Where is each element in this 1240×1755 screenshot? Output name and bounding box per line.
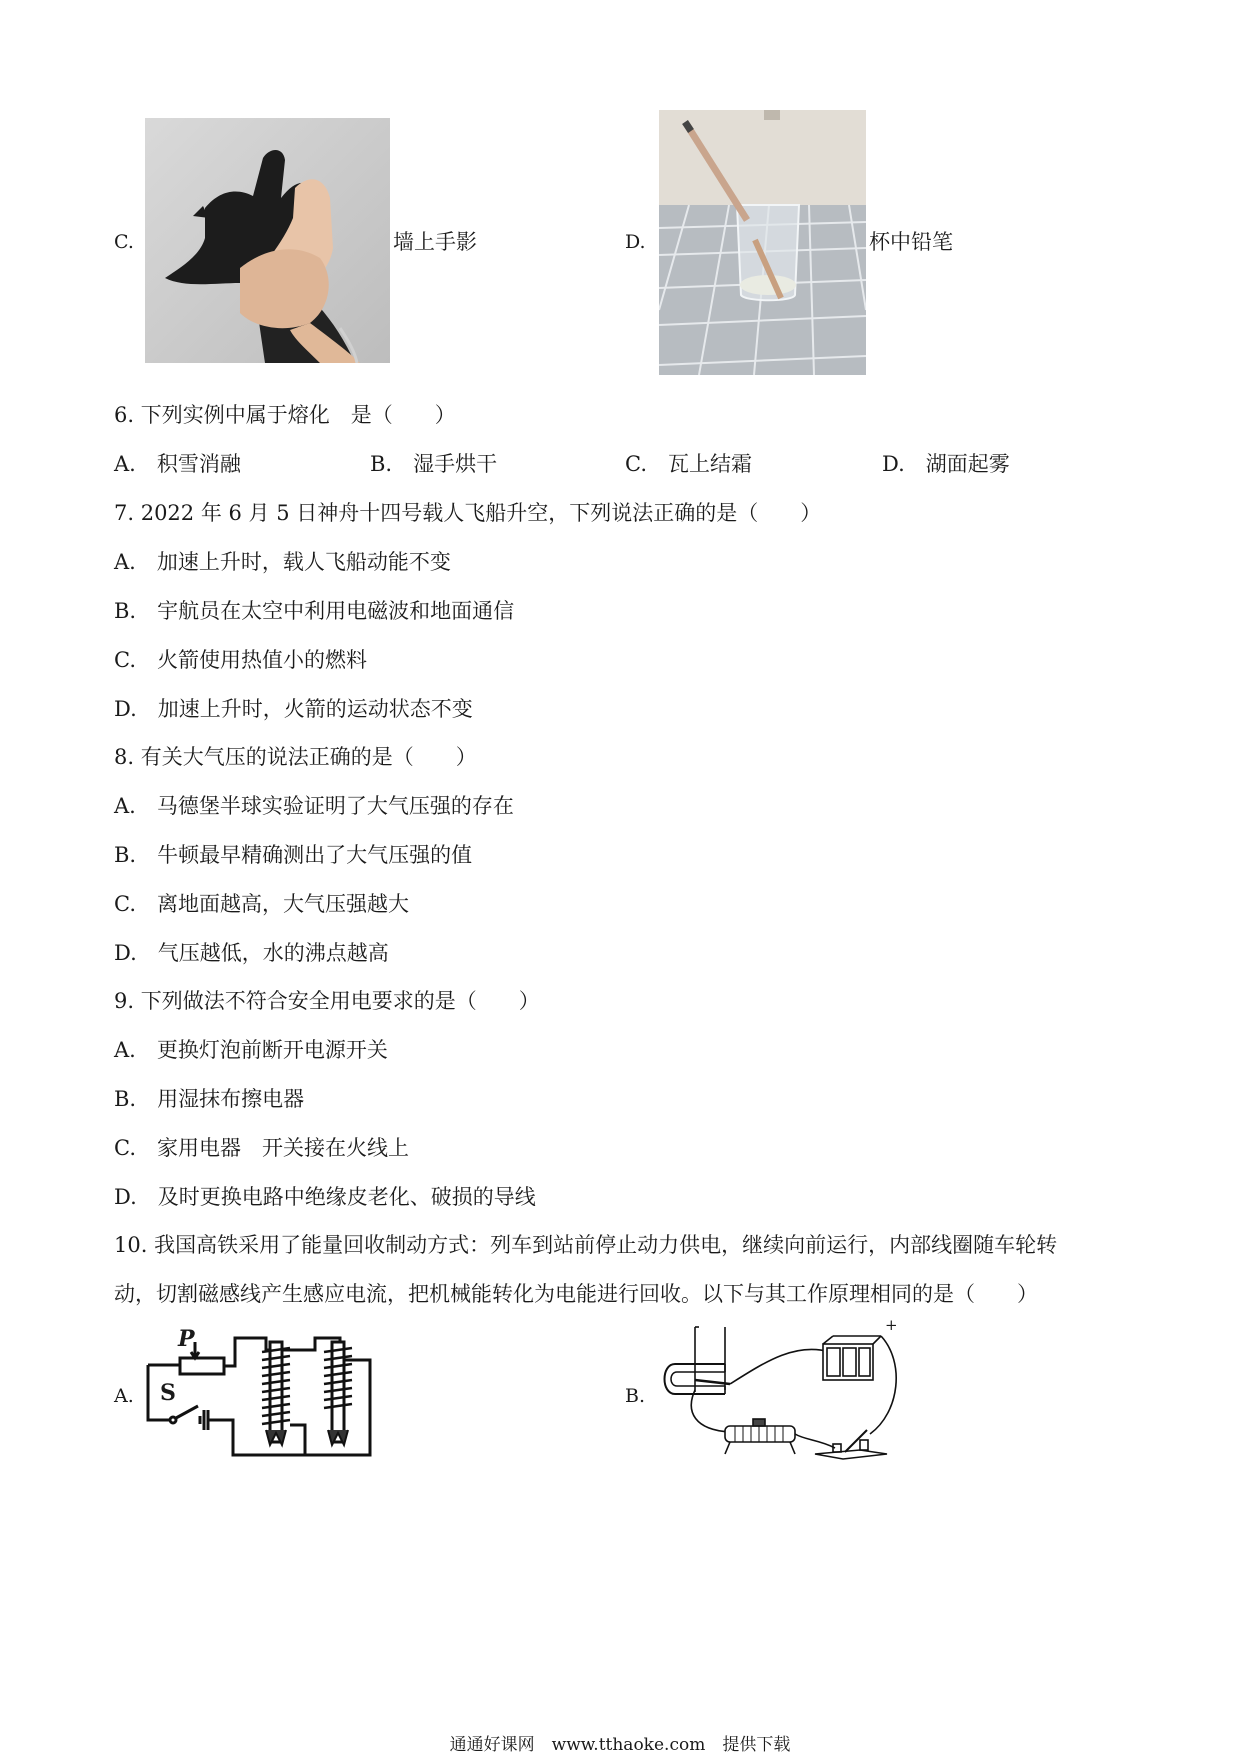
question-8-option-b: B. 牛顿最早精确测出了大气压强的值	[114, 843, 473, 867]
electromagnet-circuit-diagram	[140, 1326, 375, 1460]
rheostat-label: P	[178, 1326, 195, 1352]
switch-label: S	[160, 1380, 176, 1406]
pencil-in-glass-photo	[659, 110, 866, 375]
question-8-option-d: D. 气压越低，水的沸点越高	[114, 941, 389, 965]
question-8-stem: 8. 有关大气压的说法正确的是（ ）	[114, 745, 477, 769]
question-7-option-a: A. 加速上升时，载人飞船动能不变	[114, 550, 451, 574]
question-7-stem: 7. 2022 年 6 月 5 日神舟十四号载人飞船升空，下列说法正确的是（ ）	[114, 501, 822, 525]
option-c-letter: C.	[114, 231, 134, 253]
option-d-caption: 杯中铅笔	[869, 230, 953, 254]
question-6-stem: 6. 下列实例中属于熔化 是（ ）	[114, 403, 456, 427]
hand-shadow-photo	[145, 118, 390, 363]
question-7-option-b: B. 宇航员在太空中利用电磁波和地面通信	[114, 599, 515, 623]
question-6-option-d: D. 湖面起雾	[882, 452, 1010, 476]
question-10-stem-line1: 10. 我国高铁采用了能量回收制动方式：列车到站前停止动力供电，继续向前运行，内部线圈随车轮转	[114, 1233, 1058, 1257]
option-c-caption: 墙上手影	[393, 230, 477, 254]
question-9-option-a: A. 更换灯泡前断开电源开关	[114, 1038, 388, 1062]
magnet-battery-circuit-diagram	[655, 1316, 905, 1472]
footer-source: 通通好课网 www.tthaoke.com 提供下载	[449, 1735, 791, 1755]
question-9-option-b: B. 用湿抹布擦电器	[114, 1087, 305, 1111]
question-10-option-b-letter: B.	[625, 1385, 646, 1407]
question-7-option-c: C. 火箭使用热值小的燃料	[114, 648, 367, 672]
question-8-option-c: C. 离地面越高，大气压强越大	[114, 892, 409, 916]
question-9-option-d: D. 及时更换电路中绝缘皮老化、破损的导线	[114, 1185, 536, 1209]
battery-plus-label: +	[885, 1316, 898, 1334]
question-10-stem-line2: 动，切割磁感线产生感应电流，把机械能转化为电能进行回收。以下与其工作原理相同的是（ ）	[114, 1282, 1038, 1306]
question-6-option-b: B. 湿手烘干	[370, 452, 498, 476]
question-10-option-a-letter: A.	[114, 1385, 134, 1407]
question-6-option-a: A. 积雪消融	[114, 452, 241, 476]
question-6-option-c: C. 瓦上结霜	[625, 452, 752, 476]
option-d-letter: D.	[625, 231, 646, 253]
question-9-option-c: C. 家用电器 开关接在火线上	[114, 1136, 409, 1160]
question-7-option-d: D. 加速上升时，火箭的运动状态不变	[114, 697, 473, 721]
question-8-option-a: A. 马德堡半球实验证明了大气压强的存在	[114, 794, 514, 818]
question-9-stem: 9. 下列做法不符合安全用电要求的是（ ）	[114, 989, 540, 1013]
